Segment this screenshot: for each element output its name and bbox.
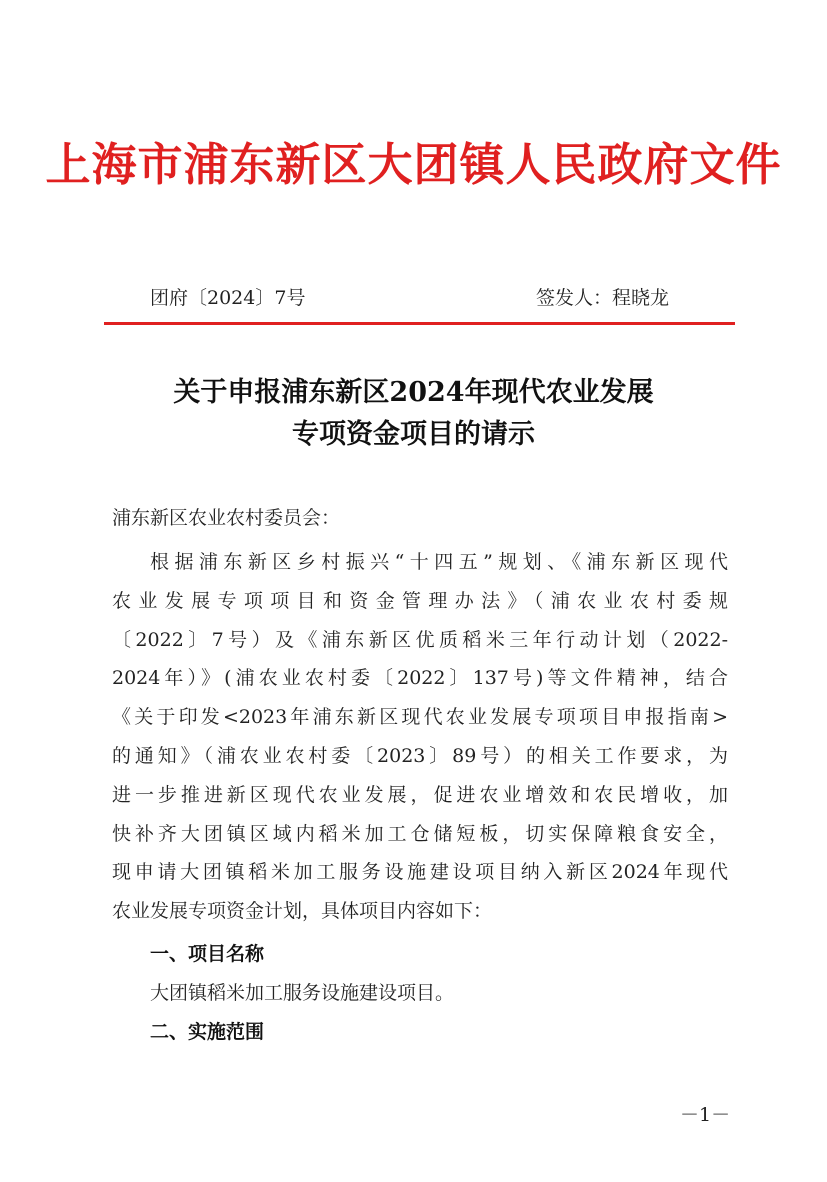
body-line: 根据浦东新区乡村振兴“十四五”规划、《浦东新区现代 <box>150 551 728 573</box>
page-number: －1－ <box>680 1104 731 1126</box>
document-title <box>0 372 827 456</box>
body-line: 农业发展专项资金计划，具体项目内容如下： <box>112 900 493 923</box>
body-line: 2024年）》(浦农业农村委〔2022〕137号)等文件精神，结合 <box>112 667 728 690</box>
body-paragraph <box>112 543 728 931</box>
body-line: 快补齐大团镇区域内稻米加工仓储短板，切实保障粮食安全， <box>112 822 728 845</box>
body-line: 农业发展专项项目和资金管理办法》（浦农业农村委规 <box>112 589 728 612</box>
document-title-line-1: 关于申报浦东新区2024年现代农业发展 <box>173 377 654 408</box>
section-heading-project-name: 一、项目名称 <box>150 943 265 965</box>
salutation: 浦东新区农业农村委员会： <box>112 507 341 529</box>
body-line: 进一步推进新区现代农业发展，促进农业增效和农民增收，加 <box>112 783 728 806</box>
red-divider-line <box>104 322 735 325</box>
document-number: 团府〔2024〕7号 <box>150 287 306 309</box>
document-title-line-2: 专项资金项目的请示 <box>292 419 535 450</box>
body-line: 现申请大团镇稻米加工服务设施建设项目纳入新区2024年现代 <box>112 861 728 884</box>
section-text-project-name: 大团镇稻米加工服务设施建设项目。 <box>150 982 455 1004</box>
signer: 签发人：程晓龙 <box>536 287 670 309</box>
document-header-title: 上海市浦东新区大团镇人民政府文件 <box>45 138 782 191</box>
body-line: 《关于印发<2023年浦东新区现代农业发展专项项目申报指南> <box>112 706 728 729</box>
section-heading-scope: 二、实施范围 <box>150 1021 265 1043</box>
body-line: 〔2022〕7号）及《浦东新区优质稻米三年行动计划（2022- <box>112 628 728 651</box>
body-line: 的通知》（浦农业农村委〔2023〕89号）的相关工作要求，为 <box>112 744 728 767</box>
